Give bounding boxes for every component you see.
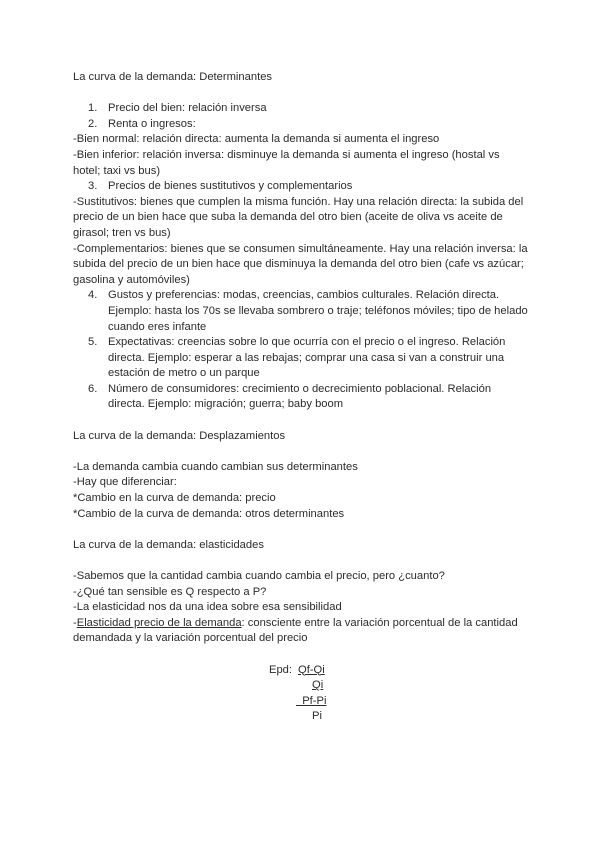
list-item-text: Precio del bien: relación inversa: [108, 102, 267, 115]
list-number: 1.: [88, 102, 98, 115]
paragraph-bien-normal: -Bien normal: relación directa: aumenta la demanda si aumenta el ingreso: [73, 133, 440, 146]
list-item-text: Expectativas: creencias sobre lo que ocurría con el precio o el ingreso. Relación directa. Ejemplo: esperar a las rebajas; comprar una casa si van a construir una estación de metro o un parque: [108, 336, 506, 380]
list-number: 2.: [88, 117, 98, 130]
list-number: 3.: [88, 180, 98, 193]
list-item-4: [73, 288, 528, 335]
definition-text: : consciente entre la variación porcentual de la cantidad demandada y la variación porcentual del precio: [73, 616, 518, 645]
paragraph-sustitutivos: -Sustitutivos: bienes que cumplen la misma función. Hay una relación directa: la subida del precio de un bien hace que suba la demanda del otro bien (aceite de oliva vs aceite de girasol; tren vs bus): [73, 195, 524, 239]
formula-numerator-top: Qf-Qi: [298, 663, 325, 676]
list-number: 4.: [88, 289, 98, 302]
formula-label: Epd:: [269, 663, 296, 676]
paragraph-line: -¿Qué tan sensible es Q respecto a P?: [73, 585, 267, 598]
section-title-desplazamientos: La curva de la demanda: Desplazamientos: [73, 429, 286, 442]
section-title-elasticidades: La curva de la demanda: elasticidades: [73, 538, 264, 551]
underlined-term: Elasticidad precio de la demanda: [76, 616, 242, 629]
formula-denominator-top: Pf-Pi: [296, 694, 327, 707]
list-item-text: Gustos y preferencias: modas, creencias, cambios culturales. Relación directa. Ejemplo: hasta los 70s se llevaba sombrero o traje; teléfonos móviles; tipo de helado cuando eres infante: [108, 289, 528, 333]
paragraph-line: -La elasticidad nos da una idea sobre esa sensibilidad: [73, 601, 342, 614]
paragraph-line: -La demanda cambia cuando cambian sus determinantes: [73, 460, 358, 473]
list-item-text: Número de consumidores: crecimiento o decrecimiento poblacional. Relación directa. Ejemplo: migración; guerra; baby boom: [108, 382, 492, 411]
list-item-1: [73, 101, 528, 117]
list-item-3: [73, 179, 528, 195]
paragraph-line: *Cambio en la curva de demanda: precio: [73, 492, 276, 505]
dash-prefix: -: [73, 616, 77, 629]
list-number: 6.: [88, 382, 98, 395]
paragraph-elasticidad-definicion: [73, 616, 528, 647]
list-item-text: Precios de bienes sustitutivos y complementarios: [108, 180, 353, 193]
list-item-text: Renta o ingresos:: [108, 117, 196, 130]
list-item-6: [73, 382, 528, 413]
paragraph-line: -Sabemos que la cantidad cambia cuando cambia el precio, pero ¿cuanto?: [73, 570, 445, 582]
list-item-5: [73, 335, 528, 382]
list-item-2: [73, 117, 528, 133]
formula-numerator-bottom: Qi: [312, 679, 324, 692]
document-content: [73, 70, 528, 727]
paragraph-line: -Hay que diferenciar:: [73, 476, 177, 489]
section-title-determinantes: La curva de la demanda: Determinantes: [73, 71, 273, 83]
paragraph-bien-inferior: -Bien inferior: relación inversa: disminuye la demanda si aumenta el ingreso (hostal vs hotel; taxi vs bus): [73, 148, 500, 177]
paragraph-complementarios: -Complementarios: bienes que se consumen simultáneamente. Hay una relación inversa: la subida del precio de un bien hace que disminuya la demanda del otro bien (cafe vs azúcar; gasolina y automóviles): [73, 242, 528, 286]
list-number: 5.: [88, 336, 98, 349]
paragraph-line: *Cambio de la curva de demanda: otros determinantes: [73, 507, 345, 520]
formula-denominator-bottom: Pi: [312, 710, 322, 723]
elasticity-formula: [73, 663, 528, 727]
